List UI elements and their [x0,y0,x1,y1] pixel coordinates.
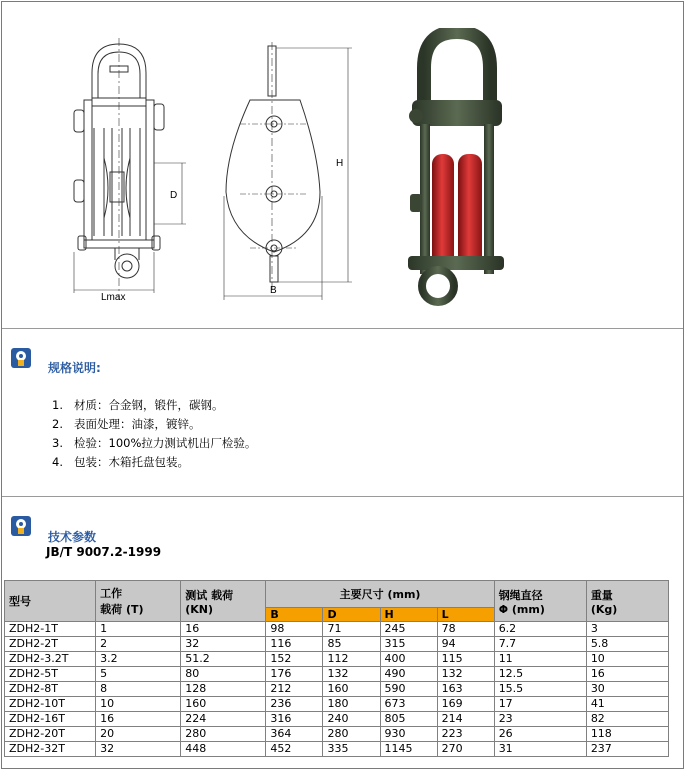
table-cell: 80 [181,667,266,682]
table-cell: 6.2 [494,622,586,637]
table-row [5,667,669,682]
col-l: L [437,608,494,622]
params-table-body [5,622,669,757]
table-cell: 1145 [380,742,437,757]
table-cell: 116 [266,637,323,652]
table-cell: 270 [437,742,494,757]
side-view-drawing [64,38,194,300]
table-row [5,727,669,742]
col-d: D [323,608,380,622]
label-b: B [270,285,277,296]
front-view-drawing [220,42,355,302]
table-cell: 128 [181,682,266,697]
table-cell: 10 [586,652,668,667]
spec-list [52,396,256,472]
col-h: H [380,608,437,622]
table-cell: ZDH2-5T [5,667,96,682]
table-cell: ZDH2-16T [5,712,96,727]
table-cell: 12.5 [494,667,586,682]
table-cell: 180 [323,697,380,712]
table-cell: 245 [380,622,437,637]
table-cell: 17 [494,697,586,712]
table-cell: ZDH2-32T [5,742,96,757]
label-d: D [170,190,178,201]
table-cell: 236 [266,697,323,712]
col-main-dims: 主要尺寸 (mm) [266,581,494,608]
table-cell: 223 [437,727,494,742]
spec-section [2,329,683,497]
table-cell: 805 [380,712,437,727]
table-cell: 160 [181,697,266,712]
table-row [5,697,669,712]
table-cell: ZDH2-1T [5,622,96,637]
table-cell: 930 [380,727,437,742]
table-cell: 112 [323,652,380,667]
table-cell: ZDH2-2T [5,637,96,652]
pulley-block-photo [402,28,512,308]
table-cell: 448 [181,742,266,757]
table-cell: 452 [266,742,323,757]
table-cell: 30 [586,682,668,697]
page-frame [1,1,684,769]
table-cell: 214 [437,712,494,727]
table-cell: 16 [96,712,181,727]
table-cell: ZDH2-20T [5,727,96,742]
table-cell: 71 [323,622,380,637]
table-row [5,712,669,727]
table-cell: 212 [266,682,323,697]
table-cell: 32 [96,742,181,757]
list-item: 1. 材质：合金钢，锻件，碳钢。 [52,398,224,412]
table-cell: 2 [96,637,181,652]
tech-title: 技术参数 [48,530,97,544]
table-row [5,742,669,757]
table-cell: ZDH2-10T [5,697,96,712]
table-cell: 78 [437,622,494,637]
col-test-load: 测试 载荷 (KN) [181,581,266,622]
table-cell: 132 [437,667,494,682]
tech-section [2,497,683,580]
table-cell: 169 [437,697,494,712]
list-item: 2. 表面处理：油漆，镀锌。 [52,417,201,431]
table-cell: ZDH2-3.2T [5,652,96,667]
params-table [4,580,669,757]
table-cell: 16 [181,622,266,637]
table-cell: 280 [323,727,380,742]
label-lmax: Lmax [101,292,126,300]
table-cell: 673 [380,697,437,712]
table-cell: 94 [437,637,494,652]
table-cell: 82 [586,712,668,727]
col-b: B [266,608,323,622]
table-cell: 32 [181,637,266,652]
drawings-section [2,2,683,329]
standard-code: JB/T 9007.2-1999 [46,545,162,559]
table-cell: 237 [586,742,668,757]
col-work-load: 工作 载荷 (T) [96,581,181,622]
table-cell: 7.7 [494,637,586,652]
table-cell: 31 [494,742,586,757]
table-cell: 85 [323,637,380,652]
table-cell: 1 [96,622,181,637]
table-cell: 16 [586,667,668,682]
table-cell: 41 [586,697,668,712]
table-cell: 152 [266,652,323,667]
table-cell: 51.2 [181,652,266,667]
list-item: 4. 包装：木箱托盘包装。 [52,455,189,469]
table-cell: 132 [323,667,380,682]
table-cell: 23 [494,712,586,727]
table-cell: 20 [96,727,181,742]
col-model: 型号 [5,581,96,622]
table-cell: 160 [323,682,380,697]
col-weight: 重量 (Kg) [586,581,668,622]
spec-title: 规格说明: [48,361,101,375]
table-cell: 5 [96,667,181,682]
table-cell: 118 [586,727,668,742]
table-cell: 5.8 [586,637,668,652]
table-row [5,622,669,637]
label-h: H [336,158,344,169]
table-cell: 490 [380,667,437,682]
table-cell: ZDH2-8T [5,682,96,697]
table-cell: 590 [380,682,437,697]
table-row [5,652,669,667]
table-cell: 3.2 [96,652,181,667]
table-cell: 364 [266,727,323,742]
table-cell: 3 [586,622,668,637]
table-cell: 26 [494,727,586,742]
table-cell: 400 [380,652,437,667]
table-cell: 335 [323,742,380,757]
table-cell: 15.5 [494,682,586,697]
table-cell: 115 [437,652,494,667]
table-row [5,682,669,697]
table-cell: 10 [96,697,181,712]
info-icon [10,347,32,369]
table-cell: 280 [181,727,266,742]
list-item: 3. 检验：100%拉力测试机出厂检验。 [52,436,257,450]
table-cell: 98 [266,622,323,637]
table-cell: 240 [323,712,380,727]
table-cell: 163 [437,682,494,697]
table-cell: 315 [380,637,437,652]
table-cell: 316 [266,712,323,727]
table-cell: 224 [181,712,266,727]
table-cell: 176 [266,667,323,682]
table-cell: 11 [494,652,586,667]
info-icon [10,515,32,537]
col-rope-dia: 钢绳直径 Φ (mm) [494,581,586,622]
table-row [5,637,669,652]
table-cell: 8 [96,682,181,697]
